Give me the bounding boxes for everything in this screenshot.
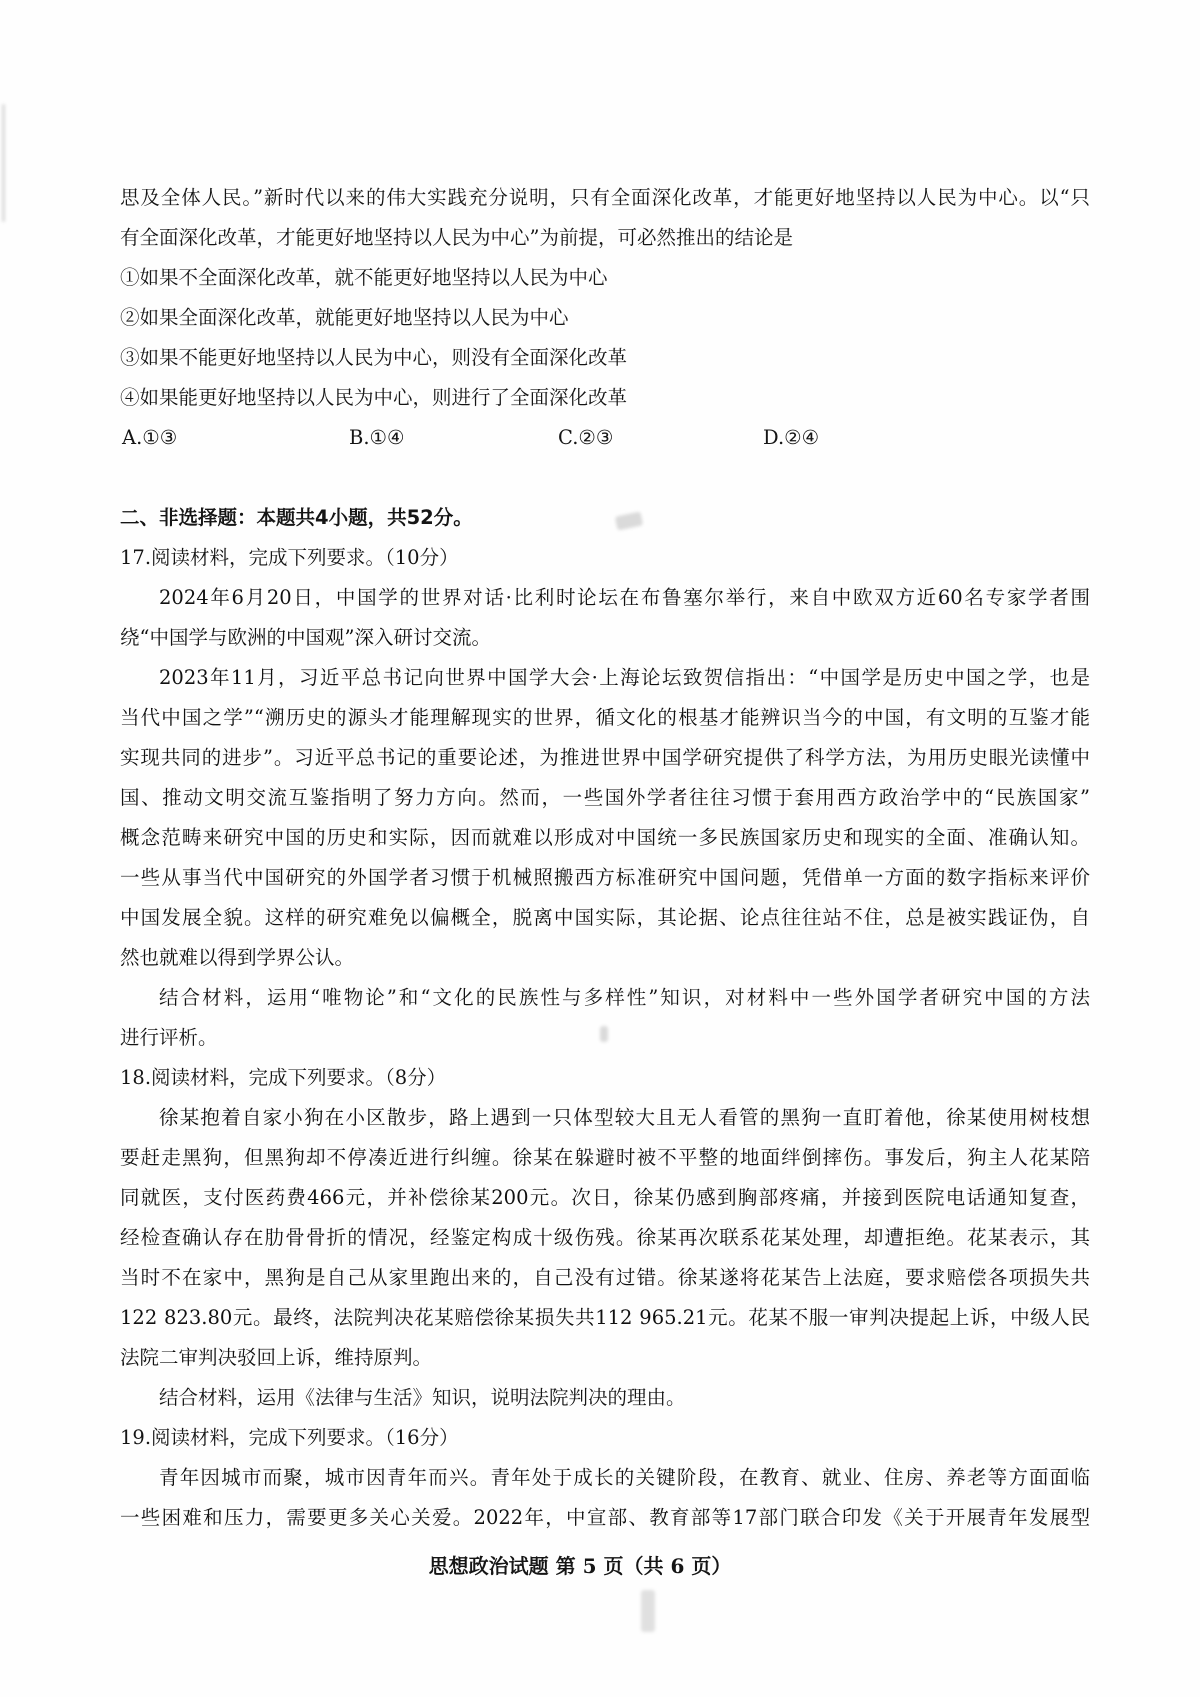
question-18 (120, 1058, 1090, 1418)
statement-1: ①如果不全面深化改革，就不能更好地坚持以人民为中心 (120, 266, 608, 289)
task-line: 结合材料，运用《法律与生活》知识，说明法院判决的理由。 (159, 1386, 686, 1409)
material-line: 经检查确认存在肋骨骨折的情况，经鉴定构成十级伤残。徐某再次联系花某处理，却遭拒绝。花某表示，其 (120, 1226, 1090, 1249)
section-gap (120, 458, 1090, 498)
choice-c: C.②③ (558, 426, 614, 449)
task-line: 进行评析。 (120, 1026, 218, 1049)
scan-artifact-bottom-bar (641, 1590, 655, 1632)
statement-4: ④如果能更好地坚持以人民为中心，则进行了全面深化改革 (120, 386, 628, 409)
page-content (120, 178, 1090, 1538)
material-line: 当时不在家中，黑狗是自己从家里跑出来的，自己没有过错。徐某遂将花某告上法庭，要求赔偿各项损失共 (120, 1266, 1090, 1289)
material-line: 徐某抱着自家小狗在小区散步，路上遇到一只体型较大且无人看管的黑狗一直盯着他，徐某使用树枝想 (159, 1106, 1090, 1129)
section-heading: 二、非选择题：本题共4小题，共52分。 (120, 506, 473, 529)
material-line: 法院二审判决驳回上诉，维持原判。 (120, 1346, 433, 1369)
statement-2: ②如果全面深化改革，就能更好地坚持以人民为中心 (120, 306, 569, 329)
question-17 (120, 538, 1090, 1058)
question-stem-line: 思及全体人民。”新时代以来的伟大实践充分说明，只有全面深化改革，才能更好地坚持以人民为中心。以“只 (120, 186, 1090, 209)
material-line: 中国发展全貌。这样的研究难免以偏概全，脱离中国实际，其论据、论点往往站不住，总是被实践证伪，自 (120, 906, 1090, 929)
material-line: 实现共同的进步”。习近平总书记的重要论述，为推进世界中国学研究提供了科学方法，为用历史眼光读懂中 (120, 746, 1090, 769)
scan-artifact-left-edge (2, 104, 5, 222)
material-line: 绕“中国学与欧洲的中国观”深入研讨交流。 (120, 626, 491, 649)
choice-a: A.①③ (122, 426, 178, 449)
material-line: 要赶走黑狗，但黑狗却不停凑近进行纠缠。徐某在躲避时被不平整的地面绊倒摔伤。事发后，狗主人花某陪 (120, 1146, 1090, 1169)
task-line: 结合材料，运用“唯物论”和“文化的民族性与多样性”知识，对材料中一些外国学者研究中国的方法 (159, 986, 1090, 1009)
choice-d: D.②④ (763, 426, 820, 449)
question-19 (120, 1418, 1090, 1538)
question-stem-line: 有全面深化改革，才能更好地坚持以人民为中心”为前提，可必然推出的结论是 (120, 226, 793, 249)
answer-choices (120, 418, 1090, 458)
material-line: 青年因城市而聚，城市因青年而兴。青年处于成长的关键阶段，在教育、就业、住房、养老等方面面临 (159, 1466, 1090, 1489)
material-line: 122 823.80元。最终，法院判决花某赔偿徐某损失共112 965.21元。花某不服一审判决提起上诉，中级人民 (120, 1306, 1090, 1329)
question-title: 17.阅读材料，完成下列要求。（10分） (120, 546, 459, 569)
question-title: 19.阅读材料，完成下列要求。（16分） (120, 1426, 459, 1449)
question-16-continuation (120, 178, 1090, 458)
material-line: 国、推动文明交流互鉴指明了努力方向。然而，一些国外学者往往习惯于套用西方政治学中的“民族国家” (120, 786, 1090, 809)
material-line: 概念范畴来研究中国的历史和实际，因而就难以形成对中国统一多民族国家历史和现实的全面、准确认知。 (120, 826, 1090, 849)
material-line: 同就医，支付医药费466元，并补偿徐某200元。次日，徐某仍感到胸部疼痛，并接到医院电话通知复查， (120, 1186, 1090, 1209)
statement-3: ③如果不能更好地坚持以人民为中心，则没有全面深化改革 (120, 346, 628, 369)
material-line: 一些困难和压力，需要更多关心关爱。2022年，中宣部、教育部等17部门联合印发《关于开展青年发展型 (120, 1506, 1090, 1529)
page-footer: 思想政治试题 第 5 页（共 6 页） (428, 1554, 732, 1578)
question-title: 18.阅读材料，完成下列要求。（8分） (120, 1066, 447, 1089)
material-line: 2023年11月，习近平总书记向世界中国学大会·上海论坛致贺信指出：“中国学是历史中国之学，也是 (159, 666, 1090, 689)
choice-b: B.①④ (349, 426, 405, 449)
material-line: 然也就难以得到学界公认。 (120, 946, 355, 969)
material-line: 一些从事当代中国研究的外国学者习惯于机械照搬西方标准研究中国问题，凭借单一方面的数字指标来评价 (120, 866, 1090, 889)
material-line: 2024年6月20日，中国学的世界对话·比利时论坛在布鲁塞尔举行，来自中欧双方近60名专家学者围 (159, 586, 1090, 609)
material-line: 当代中国之学”“溯历史的源头才能理解现实的世界，循文化的根基才能辨识当今的中国，有文明的互鉴才能 (120, 706, 1090, 729)
